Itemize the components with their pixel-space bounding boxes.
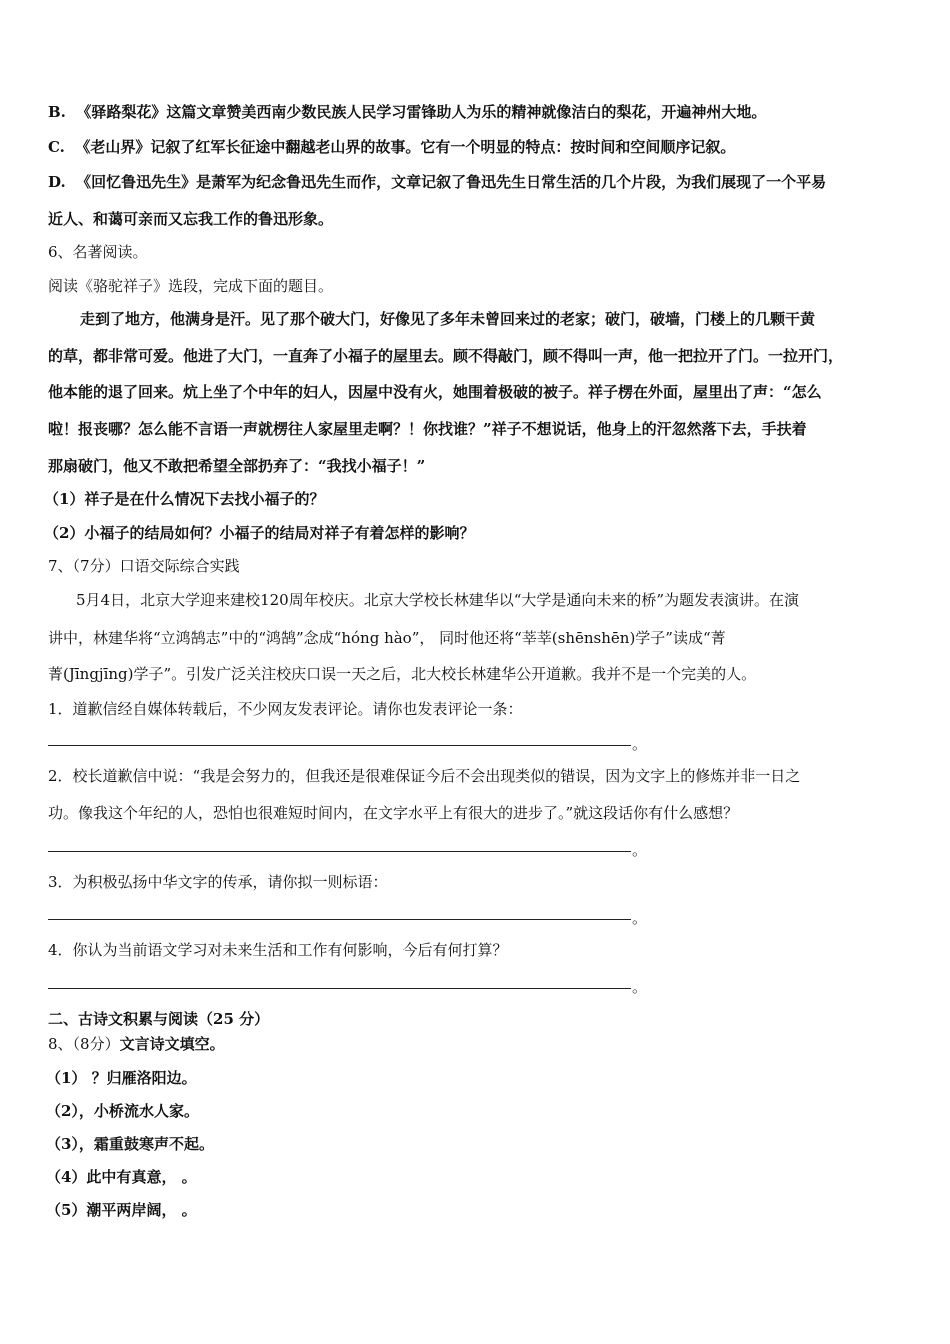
q6-passage-line: 他本能的退了回来。炕上坐了个中年的妇人，因屋中没有火，她围着极破的被子。祥子楞在外面，屋里出了声：“怎么 bbox=[48, 383, 822, 401]
option-text: 《驿路梨花》这篇文章赞美西南少数民族人民学习雷锋助人为乐的精神就像洁白的梨花，开遍神州大地。 bbox=[76, 103, 767, 121]
section-2-title: 二、古诗文积累与阅读（25 分） bbox=[48, 1010, 270, 1028]
q6-title: 6、名著阅读。 bbox=[48, 243, 148, 261]
q8-item: （3），霜重鼓寒声不起。 bbox=[46, 1135, 214, 1153]
q6-subquestion-2: （2）小福子的结局如何？小福子的结局对祥子有着怎样的影响？ bbox=[44, 524, 475, 542]
q7-passage-line: 讲中，林建华将“立鸿鹄志”中的“鸿鹄”念成“hóng hào”， 同时他还将“莘莘(shēnshēn)学子”读成“菁 bbox=[48, 629, 726, 647]
option-c bbox=[48, 137, 735, 157]
answer-line-1[interactable] bbox=[48, 745, 631, 746]
answer-line-4[interactable] bbox=[48, 988, 631, 989]
q8-instruction: 文言诗文填空。 bbox=[119, 1035, 225, 1053]
q8-item: （1） ？归雁洛阳边。 bbox=[46, 1069, 197, 1087]
option-b bbox=[48, 102, 766, 122]
q7-sub-4: 4．你认为当前语文学习对未来生活和工作有何影响，今后有何打算？ bbox=[48, 941, 508, 959]
q6-passage-line: 的草，都非常可爱。他进了大门，一直奔了小福子的屋里去。顾不得敲门，顾不得叫一声，他一把拉开了门。一拉开门， bbox=[48, 347, 844, 365]
q7-title: 7、（7分）口语交际综合实践 bbox=[48, 557, 240, 575]
q7-sub-3: 3．为积极弘扬中华文字的传承，请你拟一则标语： bbox=[48, 873, 388, 891]
answer-end-mark: 。 bbox=[632, 841, 648, 859]
option-letter: B. bbox=[48, 103, 66, 121]
q8-item: （4）此中有真意， 。 bbox=[46, 1168, 197, 1186]
option-d-cont: 近人、和蔼可亲而又忘我工作的鲁迅形象。 bbox=[48, 210, 334, 228]
q8-item: （2），小桥流水人家。 bbox=[46, 1102, 199, 1120]
answer-line-2[interactable] bbox=[48, 851, 631, 852]
q7-sub-2-cont: 功。像我这个年纪的人，恐怕也很难短时间内，在文字水平上有很大的进步了。”就这段话你有什么感想？ bbox=[48, 804, 739, 822]
q8-item: （5）潮平两岸阔， 。 bbox=[46, 1201, 197, 1219]
q6-passage-line: 那扇破门，他又不敢把希望全部扔弃了：“我找小福子！” bbox=[48, 457, 426, 475]
answer-line-3[interactable] bbox=[48, 919, 631, 920]
q6-passage-line: 走到了地方，他满身是汗。见了那个破大门，好像见了多年未曾回来过的老家；破门，破墙，门楼上的几颗干黄 bbox=[80, 310, 816, 328]
q7-sub-1: 1．道歉信经自媒体转载后，不少网友发表评论。请你也发表评论一条： bbox=[48, 700, 523, 718]
option-text: 《回忆鲁迅先生》是萧军为纪念鲁迅先生而作，文章记叙了鲁迅先生日常生活的几个片段，为我们展现了一个平易 bbox=[76, 173, 827, 191]
q7-passage-line: 菁(Jīngjīng)学子”。引发广泛关注校庆口误一天之后，北大校长林建华公开道歉。我并不是一个完美的人。 bbox=[48, 665, 757, 683]
q7-passage-line: 5月4日，北京大学迎来建校120周年校庆。北京大学校长林建华以“大学是通向未来的桥”为题发表演讲。在演 bbox=[76, 591, 800, 609]
answer-end-mark: 。 bbox=[632, 909, 648, 927]
answer-end-mark: 。 bbox=[632, 735, 648, 753]
q8-title bbox=[48, 1034, 225, 1054]
q8-number: 8、（8分） bbox=[48, 1035, 120, 1053]
answer-end-mark: 。 bbox=[632, 978, 648, 996]
q7-sub-2: 2．校长道歉信中说：“我是会努力的，但我还是很难保证今后不会出现类似的错误，因为文字上的修炼并非一日之 bbox=[48, 767, 801, 785]
q6-subquestion-1: （1）祥子是在什么情况下去找小福子的？ bbox=[44, 490, 325, 508]
option-d bbox=[48, 172, 826, 192]
q6-passage-line: 啦！报丧哪？怎么能不言语一声就楞往人家屋里走啊？！你找谁？”祥子不想说话，他身上的汗忽然落下去，手扶着 bbox=[48, 420, 807, 438]
option-letter: C. bbox=[48, 138, 65, 156]
q6-instruction: 阅读《骆驼祥子》选段，完成下面的题目。 bbox=[48, 277, 334, 295]
option-letter: D. bbox=[48, 173, 66, 191]
option-text: 《老山界》记叙了红军长征途中翻越老山界的故事。它有一个明显的特点：按时间和空间顺序记叙。 bbox=[75, 138, 736, 156]
